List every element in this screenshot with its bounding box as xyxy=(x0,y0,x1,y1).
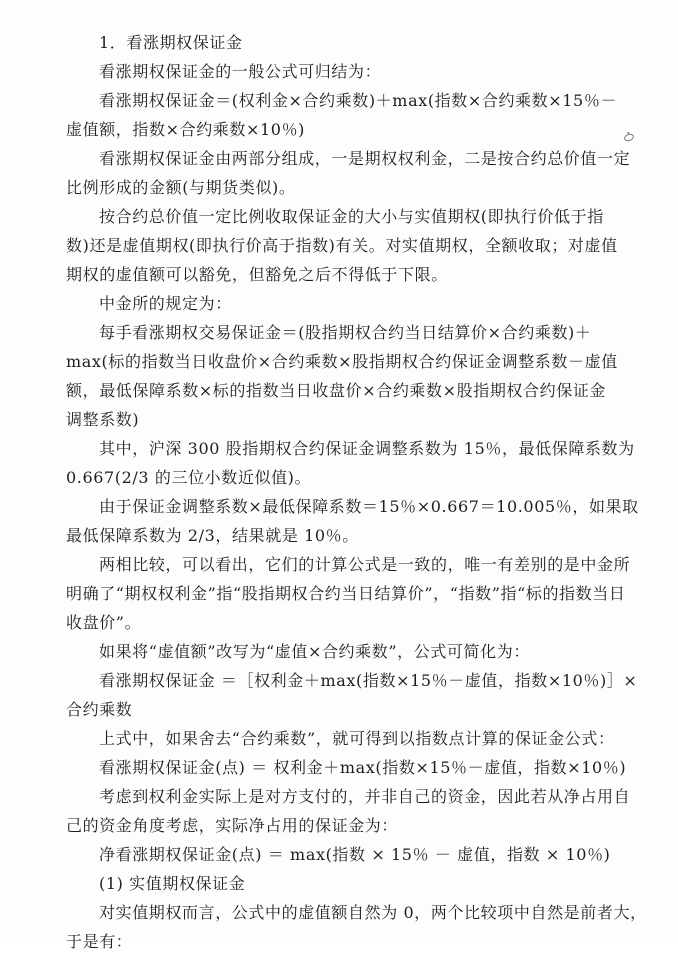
section-title: 1．看涨期权保证金 xyxy=(99,33,243,52)
text-line: 如果将“虚值额”改写为“虚值×合约乘数”，公式可简化为： xyxy=(99,642,530,661)
text-line: 按合约总价值一定比例收取保证金的大小与实值期权(即执行价低于指 xyxy=(99,207,604,226)
text-line: 对实值期权而言，公式中的虚值额自然为 0，两个比较项中自然是前者大， xyxy=(99,903,647,922)
text-line: 0.667(2/3 的三位小数近似值)。 xyxy=(66,468,312,487)
formula-line: 看涨期权保证金 ＝［权利金＋max(指数×15％－虚值，指数×10％)］× xyxy=(99,671,638,690)
text-line: 其中，沪深 300 股指期权合约保证金调整系数为 15％，最低保障系数为 xyxy=(99,439,635,458)
formula-line: 每手看涨期权交易保证金＝(股指期权合约当日结算价×合约乘数)＋ xyxy=(99,323,592,342)
text-line: 收盘价”。 xyxy=(66,613,142,632)
text-line: 由于保证金调整系数×最低保障系数＝15％×0.667＝10.005％，如果取 xyxy=(99,497,639,516)
text-line: 最低保障系数为 2/3，结果就是 10％。 xyxy=(66,526,359,545)
formula-line: 调整系数) xyxy=(66,410,140,429)
text-line: 于是有： xyxy=(66,932,133,951)
formula-line: 看涨期权保证金＝(权利金×合约乘数)＋max(指数×合约乘数×15％－ xyxy=(99,91,618,110)
formula-line: 额，最低保障系数×标的指数当日收盘价×合约乘数×股指期权合约保证金 xyxy=(66,381,607,400)
text-line: 明确了“期权权利金”指“股指期权合约当日结算价”，“指数”指“标的指数当日 xyxy=(66,584,626,603)
formula-line: 看涨期权保证金(点) ＝ 权利金＋max(指数×15％－虚值，指数×10％) xyxy=(99,758,627,777)
text-line: 看涨期权保证金的一般公式可归结为： xyxy=(99,62,382,81)
subsection-title: (1) 实值期权保证金 xyxy=(99,874,246,893)
text-line: 看涨期权保证金由两部分组成，一是期权权利金，二是按合约总价值一定 xyxy=(99,149,631,168)
document-body xyxy=(66,28,647,956)
formula-line: max(标的指数当日收盘价×合约乘数×股指期权合约保证金调整系数－虚值 xyxy=(66,352,618,371)
text-line: 两相比较，可以看出，它们的计算公式是一致的，唯一有差别的是中金所 xyxy=(99,555,631,574)
formula-line: 合约乘数 xyxy=(66,700,133,719)
text-line: 考虑到权利金实际上是对方支付的，并非自己的资金，因此若从净占用自 xyxy=(99,787,631,806)
text-line: 己的资金角度考虑，实际净占用的保证金为： xyxy=(66,816,399,835)
formula-line: 虚值额，指数×合约乘数×10％) xyxy=(66,120,306,139)
formula-line: 净看涨期权保证金(点) ＝ max(指数 × 15％ － 虚值，指数 × 10％) xyxy=(99,845,611,864)
text-line: 上式中，如果舍去“合约乘数”，就可得到以指数点计算的保证金公式： xyxy=(99,729,615,748)
text-line: 中金所的规定为： xyxy=(99,294,232,313)
text-line: 比例形成的金额(与期货类似)。 xyxy=(66,178,296,197)
text-line: 数)还是虚值期权(即执行价高于指数)有关。对实值期权，全额收取；对虚值 xyxy=(66,236,618,255)
text-line: 期权的虚值额可以豁免，但豁免之后不得低于下限。 xyxy=(66,265,448,284)
